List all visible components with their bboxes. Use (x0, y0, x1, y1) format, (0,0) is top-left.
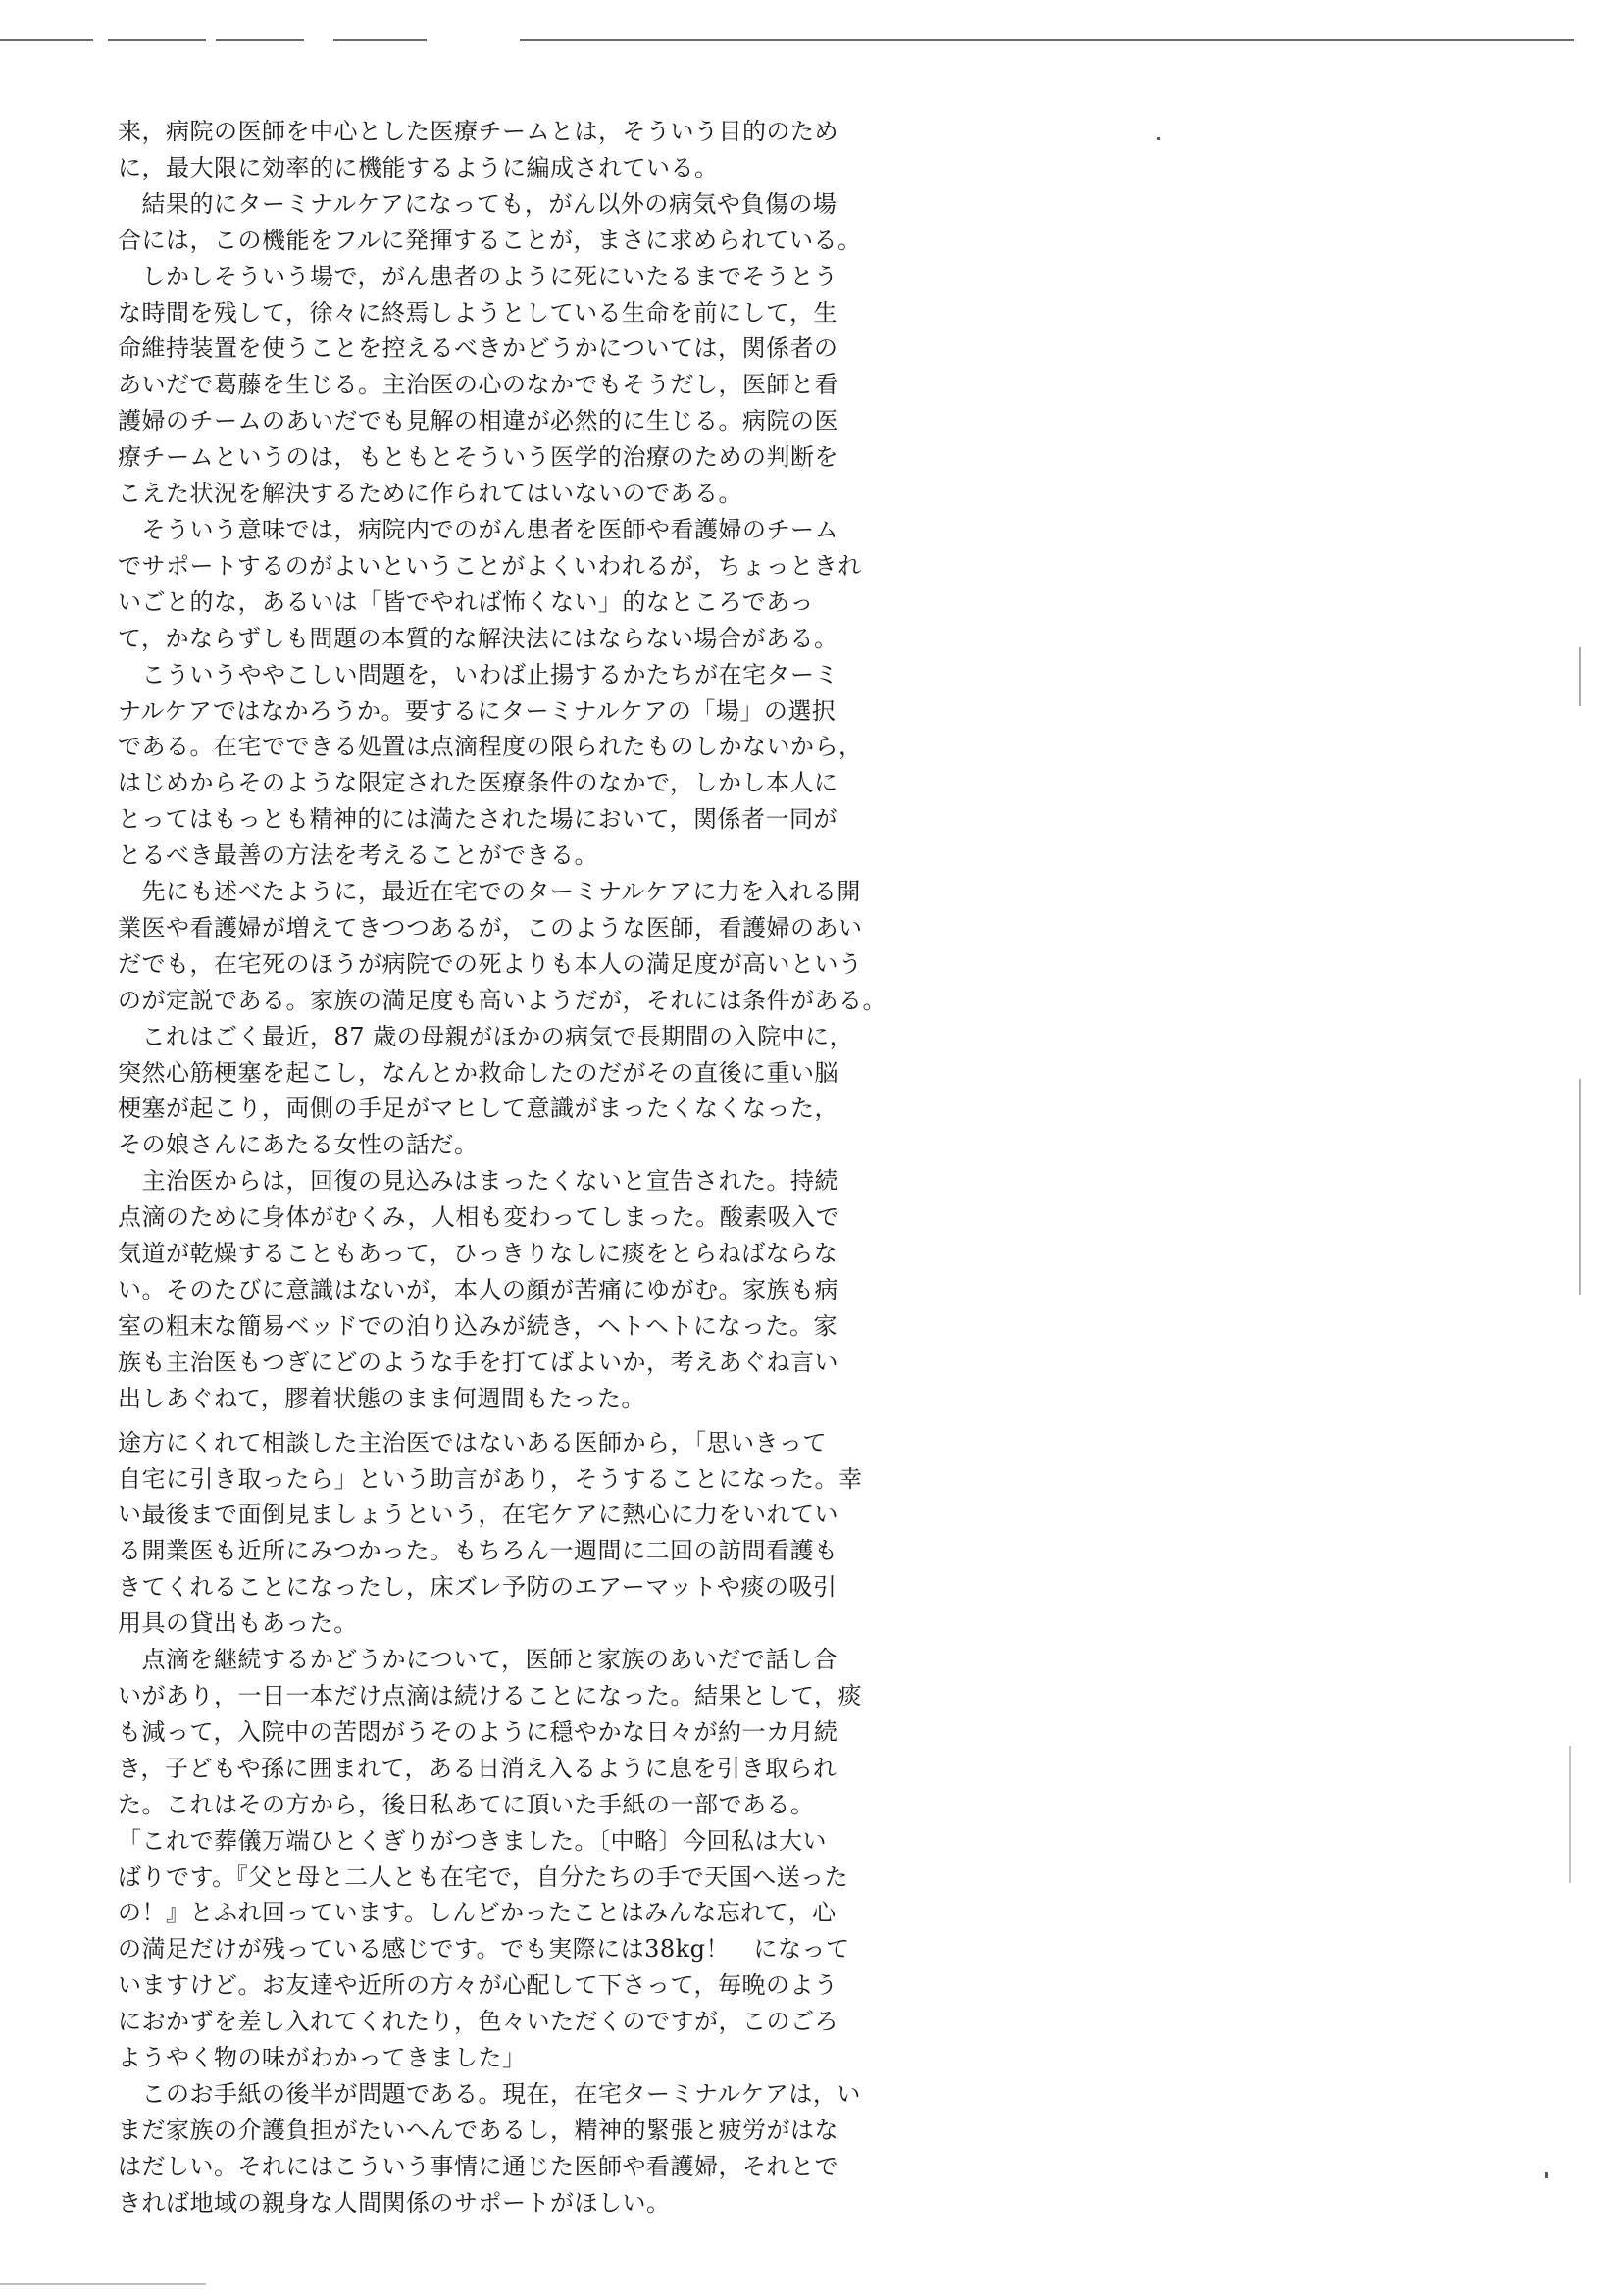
text-line: 結果的にターミナルケアになっても，がん以外の病気や負傷の場 (118, 189, 837, 218)
text-line: その娘さんにあたる女性の話だ。 (118, 1131, 479, 1159)
text-line: はじめからそのような限定された医療条件のなかで，しかし本人に (118, 769, 838, 797)
text-line: のが定説である。家族の満足度も高いようだが，それには条件がある。 (118, 986, 887, 1014)
text-line: これはごく最近，87 歳の母親がほかの病気で長期間の入院中に， (118, 1022, 854, 1050)
scan-artifact (1545, 2172, 1548, 2178)
text-line: て，かならずしも問題の本質的な解決法にはならない場合がある。 (118, 624, 838, 652)
text-line: い。そのたびに意識はないが，本人の顔が苦痛にゆがむ。家族も病 (118, 1276, 838, 1303)
scan-artifact (1579, 1079, 1581, 1295)
text-line: ばりです。『父と母と二人とも在宅で，自分たちの手で天国へ送った (118, 1862, 849, 1891)
text-line: こういうややこしい問題を，いわば止揚するかたちが在宅ターミ (118, 660, 838, 688)
text-line: 主治医からは，回復の見込みはまったくないと宣告された。持続 (118, 1167, 838, 1196)
text-line: はだしい。それにはこういう事情に通じた医師や看護婦，それとで (118, 2152, 838, 2180)
text-line: 来，病院の医師を中心とした医療チームとは，そういう目的のため (118, 118, 838, 145)
text-line: 命維持装置を使うことを控えるべきかどうかについては，関係者の (118, 334, 838, 363)
text-line: 合には，この機能をフルに発揮することが，まさに求められている。 (118, 226, 862, 254)
text-line: いがあり，一日一本だけ点滴は続けることになった。結果として，痰 (118, 1681, 863, 1709)
header-rule (216, 39, 304, 41)
text-line: の満足だけが残っている感じです。でも実際には38kg！ になって (118, 1935, 850, 1963)
text-line: 突然心筋梗塞を起こし，なんとか救命したのだがその直後に重い脳 (118, 1058, 838, 1087)
text-line: とるべき最善の方法を考えることができる。 (118, 841, 598, 870)
text-line: な時間を残して，徐々に終焉しようとしている生命を前にして，生 (118, 298, 838, 327)
header-rule (0, 39, 93, 41)
section-gap (118, 1417, 838, 1425)
text-line: 業医や看護婦が増えてきつつあるが，このような医師，看護婦のあい (118, 913, 863, 942)
text-line: る開業医も近所にみつかった。もちろん一週間に二回の訪問看護も (118, 1537, 838, 1565)
text-line: 先にも述べたように，最近在宅でのターミナルケアに力を入れる開 (118, 878, 861, 906)
text-line: 護婦のチームのあいだでも見解の相違が必然的に生じる。病院の医 (118, 407, 838, 435)
text-line: このお手紙の後半が問題である。現在，在宅ターミナルケアは，い (118, 2079, 861, 2108)
text-line: の！』とふれ回っています。しんどかったことはみんな忘れて，心 (118, 1899, 837, 1927)
text-line: いごと的な，あるいは「皆でやれば怖くない」的なところであっ (118, 587, 815, 616)
text-line: とってはもっとも精神的には満たされた場において，関係者一同が (118, 805, 838, 834)
text-line: 気道が乾燥することもあって，ひっきりなしに痰をとらねばならな (118, 1240, 838, 1268)
text-line: 点滴のために身体がむくみ，人相も変わってしまった。酸素吸入で (118, 1203, 840, 1232)
scan-artifact (1579, 647, 1581, 706)
scan-artifact (1569, 1746, 1571, 1883)
text-line: き，子どもや孫に囲まれて，ある日消え入るように息を引き取られ (118, 1754, 837, 1782)
text-line: ようやく物の味がわかってきました」 (118, 2044, 527, 2072)
text-line: 出しあぐねて，膠着状態のまま何週間もたった。 (118, 1384, 645, 1412)
body-text (118, 114, 887, 2221)
text-line: いますけど。お友達や近所の方々が心配して下さって，毎晩のよう (118, 1971, 838, 2000)
text-line: ナルケアではなかろうか。要するにターミナルケアの「場」の選択 (118, 696, 837, 725)
text-line: あいだで葛藤を生じる。主治医の心のなかでもそうだし，医師と看 (118, 371, 838, 399)
footer-rule (0, 2283, 206, 2285)
text-line: そういう意味では，病院内でのがん患者を医師や看護婦のチーム (118, 515, 838, 543)
text-line: である。在宅でできる処置は点滴程度の限られたものしかないから， (118, 733, 863, 761)
scan-artifact (1157, 137, 1160, 140)
header-rule (108, 39, 206, 41)
text-line: た。これはその方から，後日私あてに頂いた手紙の一部である。 (118, 1790, 815, 1818)
text-line: まだ家族の介護負担がたいへんであるし，精神的緊張と疲労がはな (118, 2116, 838, 2144)
text-line: しかしそういう場で，がん患者のように死にいたるまでそうとう (118, 262, 838, 290)
text-line: に，最大限に効率的に機能するように編成されている。 (118, 153, 719, 181)
text-line: 梗塞が起こり，両側の手足がマヒして意識がまったくなくなった， (118, 1095, 838, 1123)
text-line: 点滴を継続するかどうかについて，医師と家族のあいだで話し合 (118, 1646, 838, 1674)
text-line: も減って，入院中の苦悶がうそのように穏やかな日々が約一カ月続 (118, 1717, 838, 1746)
header-rule (520, 39, 1574, 41)
text-line: きてくれることになったし，床ズレ予防のエアーマットや痰の吸引 (118, 1573, 837, 1602)
text-line: きれば地域の親身な人間関係のサポートがほしい。 (118, 2188, 671, 2217)
text-line: 療チームというのは，もともとそういう医学的治療のための判断を (118, 443, 838, 472)
text-line: でサポートするのがよいということがよくいわれるが，ちょっときれ (118, 551, 862, 580)
header-rule (333, 39, 427, 41)
text-line: 室の粗末な簡易ベッドでの泊り込みが続き，ヘトヘトになった。家 (118, 1311, 838, 1340)
text-line: におかずを差し入れてくれたり，色々いただくのですが，このごろ (118, 2008, 838, 2036)
text-line: だでも，在宅死のほうが病院での死よりも本人の満足度が高いという (118, 949, 863, 978)
text-line: い最後まで面倒見ましょうという，在宅ケアに熱心に力をいれてい (118, 1501, 838, 1529)
text-line: こえた状況を解決するために作られてはいないのである。 (118, 480, 742, 508)
text-line: 「これで葬儀万端ひとくぎりがつきました。〔中略〕今回私は大い (118, 1826, 827, 1855)
text-line: 途方にくれて相談した主治医ではないある医師から，「思いきって (118, 1428, 827, 1456)
text-line: 自宅に引き取ったら」という助言があり，そうすることになった。幸 (118, 1464, 863, 1493)
text-line: 用具の貸出もあった。 (118, 1609, 358, 1638)
text-line: 族も主治医もつぎにどのような手を打てばよいか，考えあぐね言い (118, 1348, 838, 1376)
